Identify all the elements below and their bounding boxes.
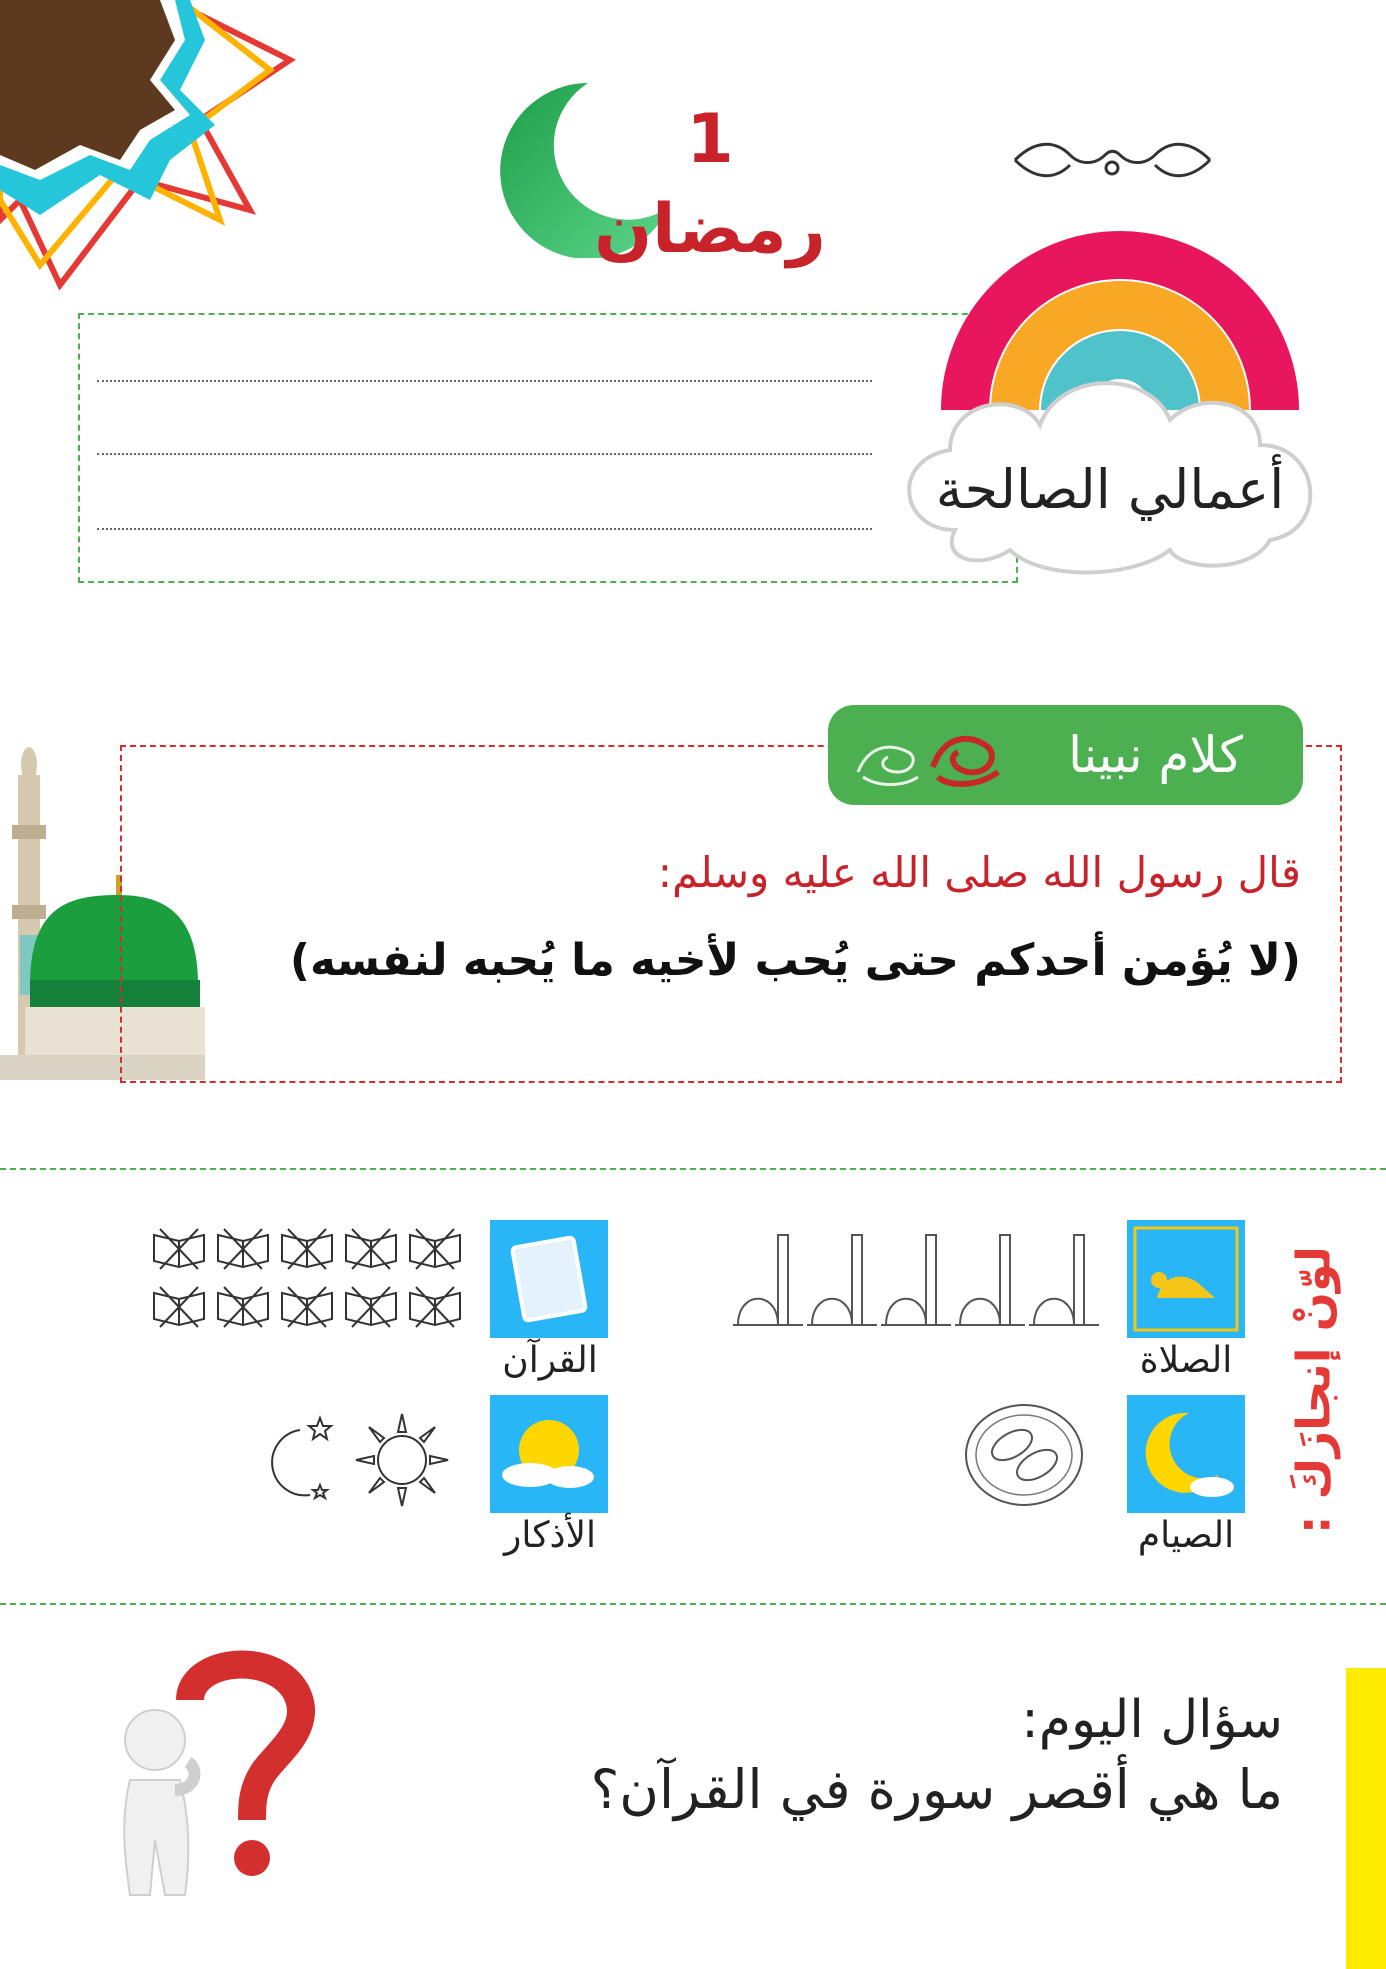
divider [0,1168,1386,1170]
writing-line[interactable] [97,380,872,382]
open-quran-icon[interactable] [278,1283,336,1331]
mosque-icon[interactable] [733,1225,803,1333]
hadith-text: (لا يُؤمن أحدكم حتى يُحب لأخيه ما يُحبه لنفسه) [289,935,1301,986]
open-quran-icon[interactable] [406,1225,464,1273]
sun-icon[interactable] [352,1410,452,1510]
fasting-category-icon [1127,1395,1245,1513]
mosque-icon[interactable] [1029,1225,1099,1333]
dates-plate-icon[interactable] [962,1400,1087,1510]
good-deeds-title: أعمالي الصالحة [935,458,1285,521]
open-quran-icon[interactable] [150,1225,208,1273]
hadith-intro: قال رسول الله صلى الله عليه وسلم: [657,848,1301,897]
open-quran-icon[interactable] [278,1225,336,1273]
hadith-section-title: كلام نبينا [1068,726,1243,784]
open-quran-icon[interactable] [406,1283,464,1331]
question-text: ما هي أقصر سورة في القرآن؟ [590,1758,1283,1821]
muhammad-calligraphy-icon [848,717,1008,795]
open-quran-icon[interactable] [214,1283,272,1331]
fasting-label: الصيام [1137,1515,1235,1556]
page-title: 1 رمضان [594,100,826,269]
yellow-side-bar [1346,1668,1386,1969]
prayer-label: الصلاة [1139,1340,1233,1381]
thinking-figure-question-mark-icon [80,1640,352,1920]
divider [0,1603,1386,1605]
mosque-icon[interactable] [881,1225,951,1333]
moon-stars-icon[interactable] [255,1410,335,1510]
adhkar-category-icon [490,1395,608,1513]
question-label: سؤال اليوم: [1021,1690,1283,1750]
rainbow-cloud-icon [880,230,1340,610]
achievements-title [1280,1220,1355,1560]
prayer-category-icon [1127,1220,1245,1338]
quran-category-icon [490,1220,608,1338]
prayer-items [733,1225,1103,1335]
open-quran-icon[interactable] [150,1283,208,1331]
open-quran-icon[interactable] [342,1283,400,1331]
decorative-star-icon [0,0,300,290]
adhkar-label: الأذكار [503,1515,597,1556]
quran-items [150,1225,460,1335]
hadith-header [828,705,1303,805]
writing-line[interactable] [97,528,872,530]
mosque-icon[interactable] [807,1225,877,1333]
writing-line[interactable] [97,453,872,455]
open-quran-icon[interactable] [214,1225,272,1273]
svg-text:لوّنْ إنجازَكَ :: لوّنْ إنجازَكَ : [1286,1246,1341,1534]
ornament-icon [1010,140,1215,180]
open-quran-icon[interactable] [342,1225,400,1273]
good-deeds-box[interactable] [78,313,1018,583]
quran-label: القرآن [502,1340,598,1381]
mosque-icon[interactable] [955,1225,1025,1333]
